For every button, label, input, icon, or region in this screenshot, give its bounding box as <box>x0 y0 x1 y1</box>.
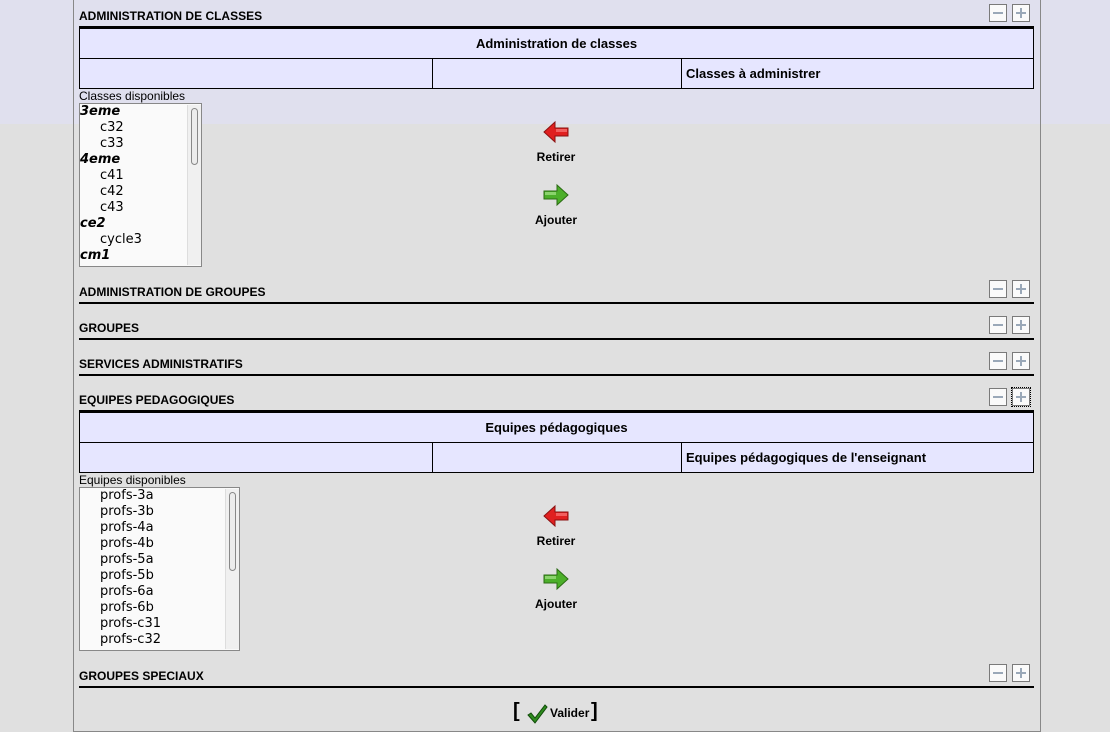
grid-cell-classes-to-admin: Classes à administrer <box>681 58 1034 89</box>
submit-bracket-left: [ <box>513 700 520 722</box>
classes-options <box>80 104 201 264</box>
list-option[interactable]: profs-6b <box>100 600 154 615</box>
list-option[interactable]: profs-c32 <box>100 632 161 647</box>
section-title: EQUIPES PEDAGOGIQUES <box>79 393 235 407</box>
expand-button[interactable] <box>1012 316 1030 334</box>
section-title: SERVICES ADMINISTRATIFS <box>79 357 243 371</box>
expand-button[interactable] <box>1012 280 1030 298</box>
plus-icon <box>1015 7 1027 19</box>
arrow-right-green-icon <box>541 182 571 208</box>
section-header-groupes-admin <box>79 278 1034 304</box>
scrollbar[interactable] <box>187 105 202 265</box>
classes-grid-title: Administration de classes <box>79 28 1034 59</box>
collapse-button[interactable] <box>989 388 1007 406</box>
submit-button[interactable] <box>513 702 603 726</box>
add-team-button[interactable] <box>525 566 587 611</box>
option-group-label: cm1 <box>80 248 111 263</box>
remove-label: Retirer <box>536 534 576 548</box>
plus-icon <box>1015 319 1027 331</box>
remove-class-button[interactable] <box>525 119 587 164</box>
list-option[interactable]: profs-5a <box>100 552 154 567</box>
grid-cell-teacher-teams: Equipes pédagogiques de l'enseignant <box>681 442 1034 473</box>
add-label: Ajouter <box>535 597 577 611</box>
checkmark-icon <box>526 703 548 725</box>
section-header-equipes <box>79 386 1034 412</box>
add-label: Ajouter <box>535 213 577 227</box>
classes-listbox[interactable] <box>79 103 202 267</box>
collapse-button[interactable] <box>989 280 1007 298</box>
expand-button[interactable] <box>1012 4 1030 22</box>
option-group-label: 3eme <box>80 104 121 119</box>
option-group-label: ce2 <box>80 216 106 231</box>
section-header-speciaux <box>79 662 1034 688</box>
list-option[interactable]: profs-6a <box>100 584 154 599</box>
arrow-right-green-icon <box>541 566 571 592</box>
equipes-grid-header-row <box>79 442 1034 473</box>
frame-right-border <box>1040 0 1041 732</box>
section-header-groupes <box>79 314 1034 340</box>
arrow-left-red-icon <box>541 119 571 145</box>
list-option[interactable]: c32 <box>100 120 124 135</box>
section-title: GROUPES <box>79 321 140 335</box>
grid-cell-empty-middle <box>432 442 682 473</box>
classes-list-label: Classes disponibles <box>79 89 186 103</box>
frame-left-border <box>73 0 74 732</box>
list-option[interactable]: c43 <box>100 200 124 215</box>
list-option[interactable]: c33 <box>100 136 124 151</box>
minus-icon <box>992 355 1004 367</box>
section-title: ADMINISTRATION DE GROUPES <box>79 285 266 299</box>
minus-icon <box>992 391 1004 403</box>
section-header-services <box>79 350 1034 376</box>
equipes-listbox[interactable] <box>79 487 240 651</box>
collapse-button[interactable] <box>989 4 1007 22</box>
minus-icon <box>992 283 1004 295</box>
list-option[interactable]: c41 <box>100 168 124 183</box>
plus-icon <box>1015 283 1027 295</box>
option-group-label: 4eme <box>80 152 121 167</box>
equipes-options <box>80 488 239 648</box>
minus-icon <box>992 667 1004 679</box>
grid-cell-empty-left <box>79 442 433 473</box>
scrollbar[interactable] <box>225 489 240 649</box>
list-option[interactable]: c42 <box>100 184 124 199</box>
section-header-classes <box>79 2 1034 28</box>
list-option[interactable]: profs-4b <box>100 536 154 551</box>
equipes-grid-title: Equipes pédagogiques <box>79 412 1034 443</box>
remove-label: Retirer <box>536 150 576 164</box>
expand-button[interactable] <box>1012 352 1030 370</box>
arrow-left-red-icon <box>541 503 571 529</box>
grid-cell-empty-left <box>79 58 433 89</box>
scrollbar-thumb[interactable] <box>191 108 198 165</box>
plus-icon <box>1015 355 1027 367</box>
add-class-button[interactable] <box>525 182 587 227</box>
collapse-button[interactable] <box>989 352 1007 370</box>
equipes-list-label: Equipes disponibles <box>79 473 186 487</box>
list-option[interactable]: profs-3b <box>100 504 154 519</box>
collapse-button[interactable] <box>989 664 1007 682</box>
list-option[interactable]: profs-c31 <box>100 616 161 631</box>
scrollbar-thumb[interactable] <box>229 492 236 571</box>
minus-icon <box>992 319 1004 331</box>
collapse-button[interactable] <box>989 316 1007 334</box>
grid-cell-empty-middle <box>432 58 682 89</box>
classes-grid-header-row <box>79 58 1034 89</box>
plus-icon <box>1015 667 1027 679</box>
expand-button[interactable] <box>1012 388 1030 406</box>
plus-icon <box>1015 391 1027 403</box>
minus-icon <box>992 7 1004 19</box>
expand-button[interactable] <box>1012 664 1030 682</box>
section-title: GROUPES SPECIAUX <box>79 669 204 683</box>
section-title: ADMINISTRATION DE CLASSES <box>79 9 263 23</box>
remove-team-button[interactable] <box>525 503 587 548</box>
list-option[interactable]: profs-3a <box>100 488 154 503</box>
list-option[interactable]: profs-4a <box>100 520 154 535</box>
list-option[interactable]: profs-5b <box>100 568 154 583</box>
submit-label: Valider <box>550 706 590 720</box>
list-option[interactable]: cycle3 <box>100 232 142 247</box>
submit-bracket-right: ] <box>591 700 598 722</box>
